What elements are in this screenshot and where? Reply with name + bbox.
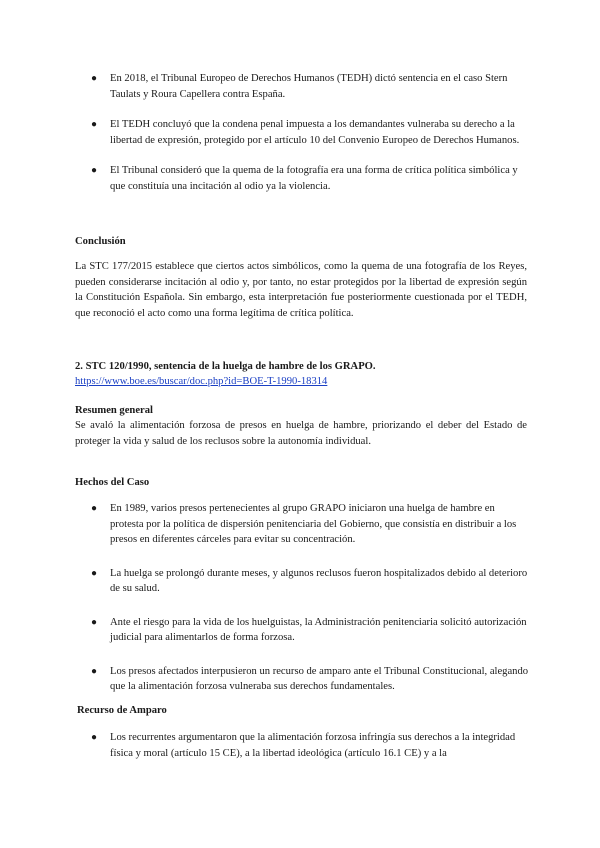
facts-heading: Hechos del Caso	[75, 477, 150, 488]
bullet-icon: ●	[91, 732, 98, 743]
boe-link[interactable]: https://www.boe.es/buscar/doc.php?id=BOE-T-1990-18314	[75, 376, 328, 387]
list-item: ● En 2018, el Tribunal Europeo de Derechos Humanos (TEDH) dictó sentencia en el caso Stern Taulats y Roura Capellera contra España.	[91, 73, 508, 100]
list-item: ● Los presos afectados interpusieron un recurso de amparo ante el Tribunal Constitucional, alegando que la alimentación forzosa vulneraba sus derechos fundamentales.	[91, 665, 529, 692]
bullet-icon: ●	[91, 567, 98, 579]
facts-bullet-list	[75, 501, 530, 695]
list-item: ● Los recurrentes argumentaron que la alimentación forzosa infringía sus derechos a la integridad física y moral (artículo 15 CE), a la libertad ideológica (artículo 16.1 CE) y a la	[91, 732, 516, 759]
case-title: 2. STC 120/1990, sentencia de la huelga de hambre de los GRAPO.	[75, 361, 376, 372]
bullet-icon: ●	[91, 73, 98, 84]
amparo-bullet-list	[75, 730, 530, 761]
bullet-icon: ●	[91, 665, 98, 677]
bullet-icon: ●	[91, 165, 98, 176]
conclusion-heading: Conclusión	[75, 236, 126, 247]
list-item: ● El TEDH concluyó que la condena penal impuesta a los demandantes vulneraba su derecho a la libertad de expresión, protegido por el artículo 10 del Convenio Europeo de Derechos Humanos.	[91, 119, 520, 146]
list-item: ● Ante el riesgo para la vida de los huelguistas, la Administración penitenciaria solicitó autorización judicial para alimentarlos de forma forzosa.	[91, 616, 527, 643]
list-item: ● En 1989, varios presos pertenecientes al grupo GRAPO iniciaron una huelga de hambre en protesta por la política de dispersión penitenciaria del Gobierno, que consistía en distribuir a los presos en diferentes cárceles para evitar su concentración.	[91, 503, 517, 545]
summary-heading: Resumen general	[75, 405, 153, 416]
bullet-icon: ●	[91, 616, 98, 628]
conclusion-paragraph: La STC 177/2015 establece que ciertos actos simbólicos, como la quema de una fotografía de los Reyes, pueden considerarse incitación al odio y, por tanto, no estar protegidos por la libertad de expresión según la Constitución Española. Sin embargo, esta interpretación fue posteriormente cuestionada por el TEDH, que reconoció el acto como una forma legítima de crítica política.	[75, 261, 527, 319]
intro-bullet-list	[75, 71, 530, 194]
list-item: ● La huelga se prolongó durante meses, y algunos reclusos fueron hospitalizados debido al deterioro de su salud.	[91, 567, 528, 594]
bullet-icon: ●	[91, 503, 98, 514]
summary-paragraph: Se avaló la alimentación forzosa de presos en huelga de hambre, priorizando el deber del Estado de proteger la vida y salud de los reclusos sobre la autonomía individual.	[75, 420, 527, 447]
amparo-heading: Recurso de Amparo	[77, 705, 167, 716]
bullet-icon: ●	[91, 119, 98, 130]
list-item: ● El Tribunal consideró que la quema de la fotografía era una forma de crítica política simbólica y que constituía una incitación al odio ya la violencia.	[91, 165, 518, 192]
